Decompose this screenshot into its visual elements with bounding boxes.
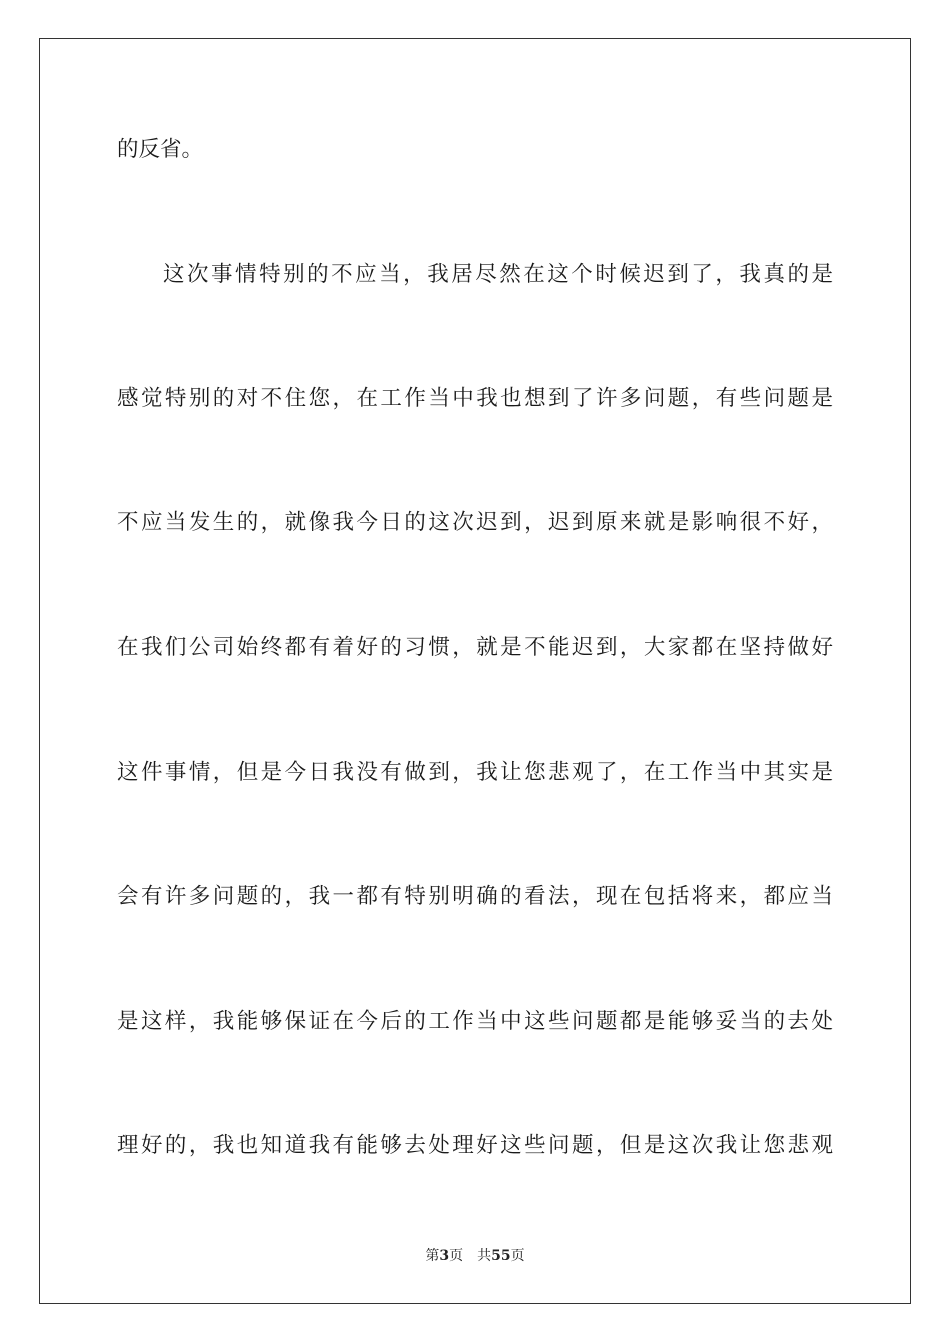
body-line-2: 这次事情特别的不应当，我居尽然在这个时候迟到了，我真的是 bbox=[163, 262, 833, 287]
body-line-9: 理好的，我也知道我有能够去处理好这些问题，但是这次我让您悲观 bbox=[117, 1133, 833, 1158]
body-line-5: 在我们公司始终都有着好的习惯，就是不能迟到，大家都在坚持做好 bbox=[117, 635, 833, 660]
page-prefix: 第 bbox=[425, 1248, 440, 1264]
total-suffix: 页 bbox=[510, 1248, 525, 1264]
total-prefix: 共 bbox=[477, 1248, 492, 1264]
page-suffix: 页 bbox=[449, 1248, 464, 1264]
page-number: 3 bbox=[439, 1248, 450, 1264]
page-border bbox=[39, 38, 911, 1304]
body-line-6: 这件事情，但是今日我没有做到，我让您悲观了，在工作当中其实是 bbox=[117, 760, 833, 785]
body-line-7: 会有许多问题的，我一都有特别明确的看法，现在包括将来，都应当 bbox=[117, 884, 833, 909]
total-pages: 55 bbox=[491, 1248, 511, 1264]
body-line-1: 的反省。 bbox=[117, 137, 204, 162]
body-line-4: 不应当发生的，就像我今日的这次迟到，迟到原来就是影响很不好， bbox=[117, 510, 833, 535]
body-line-8: 是这样，我能够保证在今后的工作当中这些问题都是能够妥当的去处 bbox=[117, 1009, 833, 1034]
page-footer bbox=[0, 1247, 950, 1265]
body-line-3: 感觉特别的对不住您，在工作当中我也想到了许多问题，有些问题是 bbox=[117, 386, 833, 411]
